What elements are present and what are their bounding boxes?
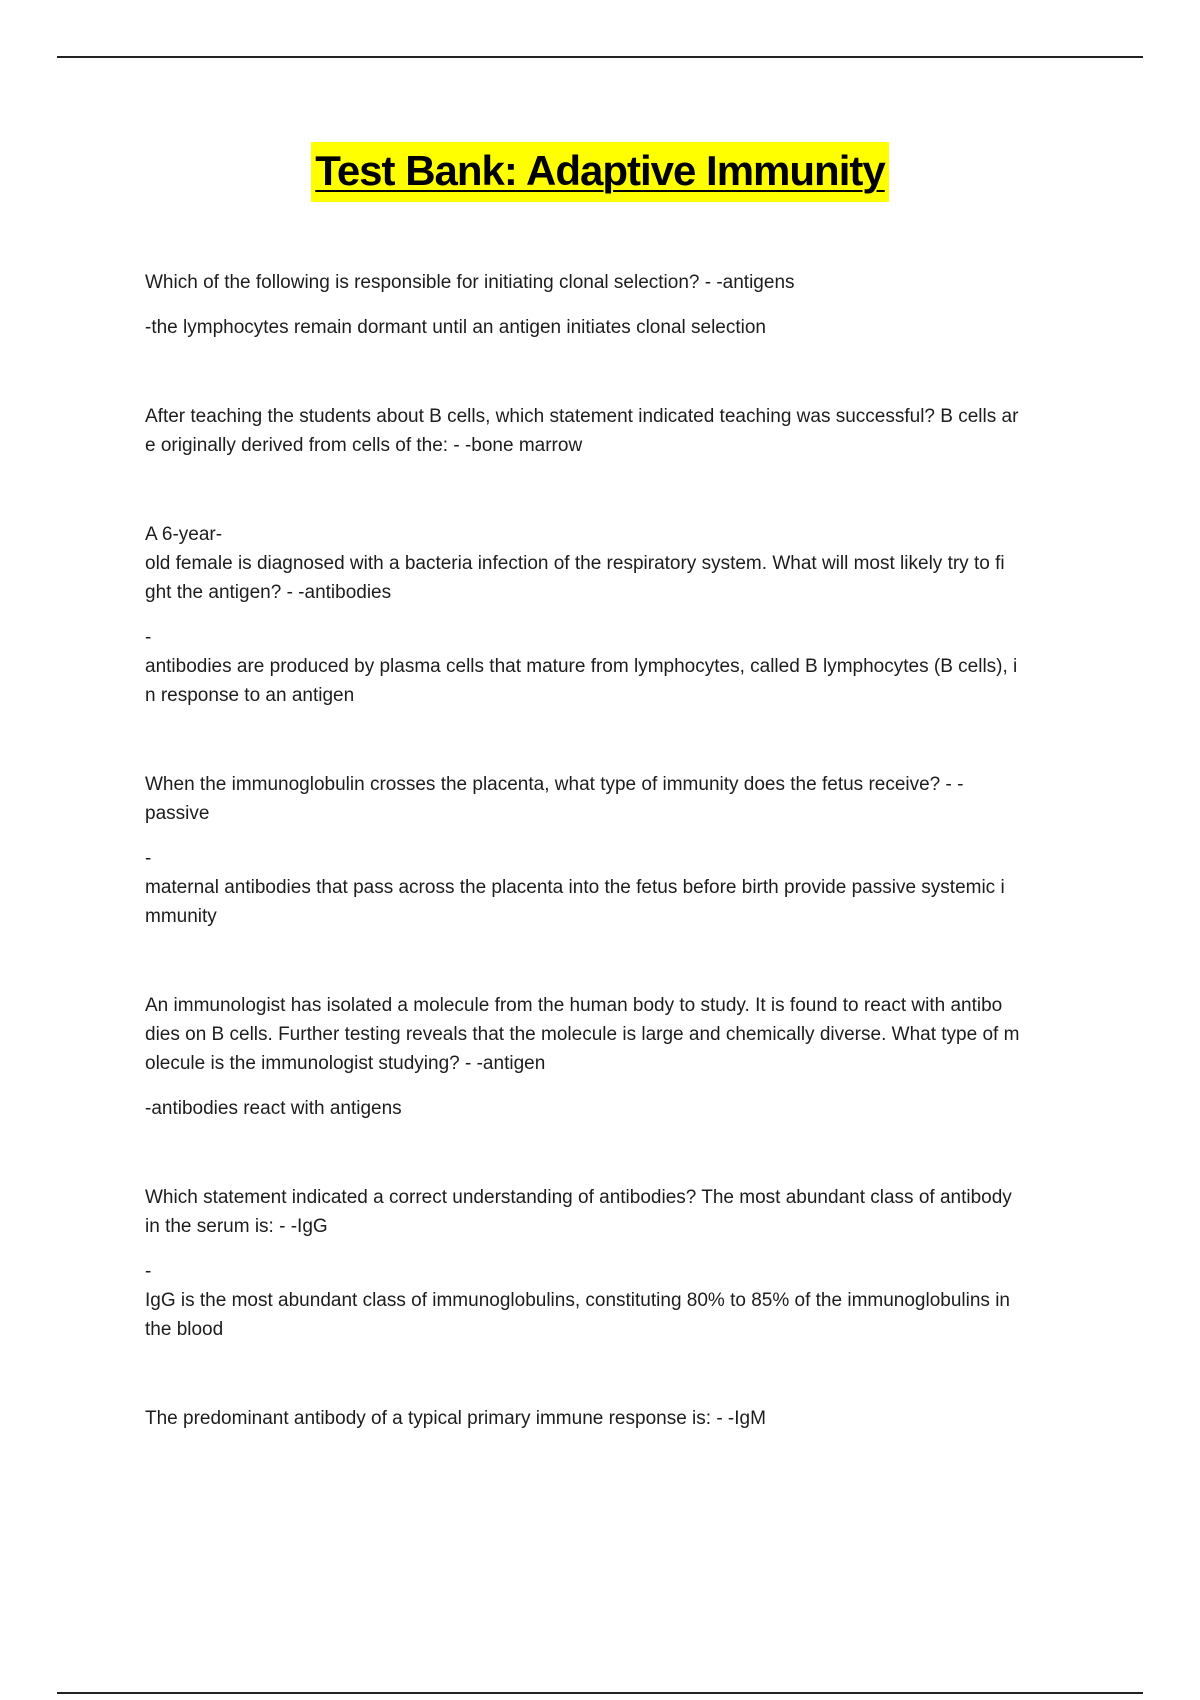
explanation-text: - antibodies are produced by plasma cells that mature from lymphocytes, called B lymphocytes (B cells), i n response to an antigen — [145, 627, 1018, 706]
spacer — [145, 828, 1095, 844]
spacer — [145, 607, 1095, 623]
page-title: Test Bank: Adaptive Immunity — [311, 142, 888, 202]
top-rule — [57, 56, 1143, 58]
spacer — [145, 1344, 1095, 1404]
spacer — [145, 460, 1095, 520]
question-text: When the immunoglobulin crosses the placenta, what type of immunity does the fetus receive? - - passive — [145, 774, 964, 824]
question-text: After teaching the students about B cells, which statement indicated teaching was successful? B cells ar e originally derived from cells of the: - -bone marrow — [145, 406, 1019, 456]
spacer — [145, 1241, 1095, 1257]
spacer — [145, 1123, 1095, 1183]
explanation-text: - maternal antibodies that pass across the placenta into the fetus before birth provide passive systemic i mmunity — [145, 848, 1005, 927]
explanation-text: -the lymphocytes remain dormant until an antigen initiates clonal selection — [145, 317, 766, 338]
spacer — [145, 931, 1095, 991]
spacer — [145, 710, 1095, 770]
question-text: The predominant antibody of a typical primary immune response is: - -IgM — [145, 1408, 766, 1429]
question-list — [145, 268, 1095, 1433]
bottom-rule — [57, 1692, 1143, 1694]
spacer — [145, 297, 1095, 313]
explanation-text: - IgG is the most abundant class of immunoglobulins, constituting 80% to 85% of the immunoglobulins in the blood — [145, 1261, 1010, 1340]
spacer — [145, 1078, 1095, 1094]
title-container — [0, 142, 1200, 202]
question-text: Which of the following is responsible for initiating clonal selection? - -antigens — [145, 272, 795, 293]
question-text: Which statement indicated a correct understanding of antibodies? The most abundant class of antibody in the serum is: - -IgG — [145, 1187, 1012, 1237]
explanation-text: -antibodies react with antigens — [145, 1098, 402, 1119]
question-text: A 6-year- old female is diagnosed with a bacteria infection of the respiratory system. What will most likely try to fi ght the antigen? - -antibodies — [145, 524, 1005, 603]
question-text: An immunologist has isolated a molecule from the human body to study. It is found to react with antibo dies on B cells. Further testing reveals that the molecule is large and chemically diverse. What type of m olecule is the immunologist studying? - -antigen — [145, 995, 1020, 1074]
spacer — [145, 342, 1095, 402]
